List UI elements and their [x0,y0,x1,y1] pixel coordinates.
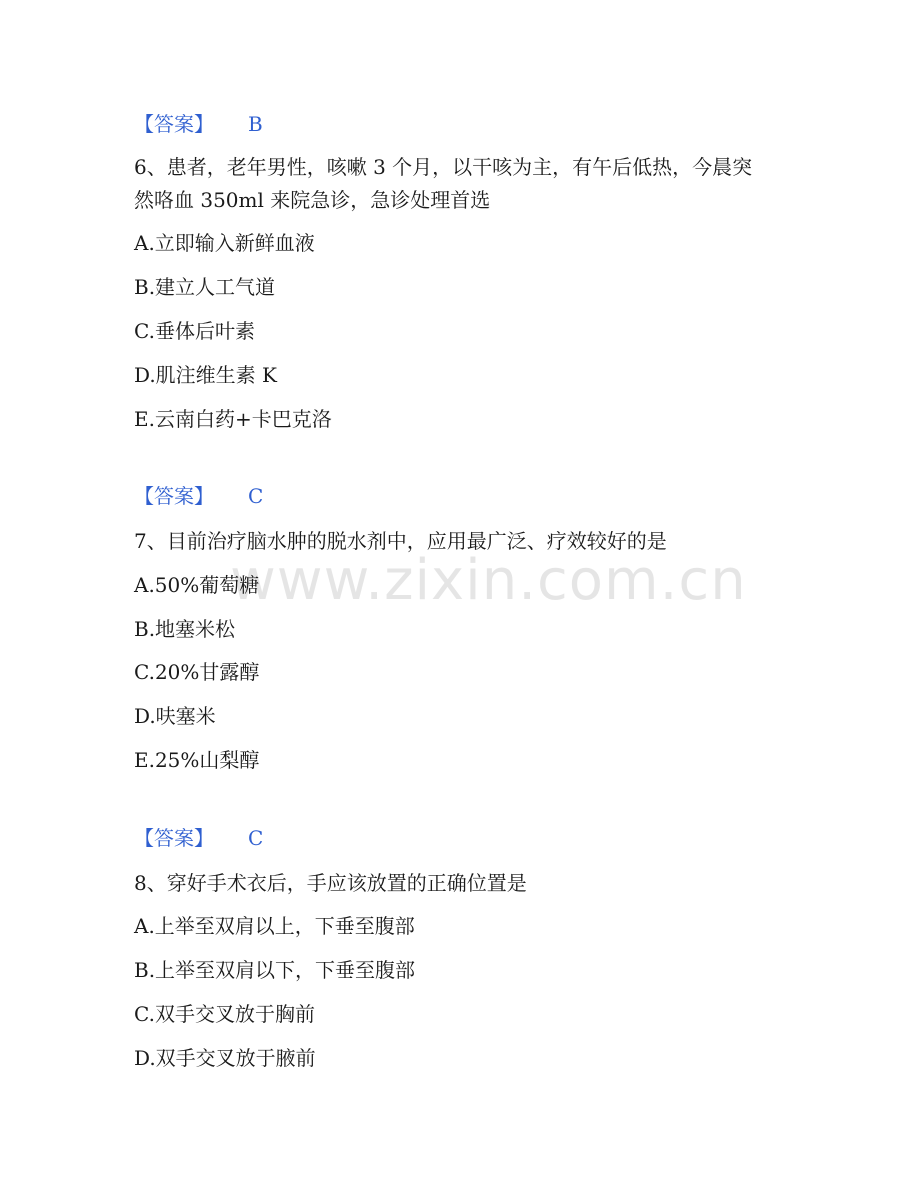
answer-label: 【答案】 [134,112,214,136]
question-7-option-a: A.50%葡萄糖 [134,573,260,597]
question-8-option-a: A.上举至双肩以上，下垂至腹部 [134,914,415,938]
answer-value: B [248,112,263,136]
answer-6 [134,483,263,509]
question-8-option-c: C.双手交叉放于胸前 [134,1002,315,1026]
question-6-option-d: D.肌注维生素 K [134,363,277,387]
answer-label: 【答案】 [134,826,214,850]
question-6-stem-line-2: 然咯血 350ml 来院急诊，急诊处理首选 [134,188,491,212]
question-7-option-c: C.20%甘露醇 [134,660,260,684]
question-7-option-b: B.地塞米松 [134,617,236,641]
question-6-option-c: C.垂体后叶素 [134,319,255,343]
question-7-option-e: E.25%山梨醇 [134,748,260,772]
question-6-stem-line-1: 6、患者，老年男性，咳嗽 3 个月，以干咳为主，有午后低热，今晨突 [134,155,753,179]
question-7-stem-line-1: 7、目前治疗脑水肿的脱水剂中，应用最广泛、疗效较好的是 [134,529,667,553]
answer-value: C [248,484,264,508]
answer-value: C [248,826,264,850]
watermark: www.zixin.com.cn [230,548,747,613]
question-6-option-a: A.立即输入新鲜血液 [134,231,315,255]
question-8-option-b: B.上举至双肩以下，下垂至腹部 [134,958,416,982]
answer-7 [134,825,263,851]
question-6-option-b: B.建立人工气道 [134,275,276,299]
answer-5 [134,111,263,137]
question-7-option-d: D.呋塞米 [134,704,216,728]
question-8-option-d: D.双手交叉放于腋前 [134,1046,316,1070]
answer-label: 【答案】 [134,484,214,508]
question-6-option-e: E.云南白药+卡巴克洛 [134,407,332,431]
question-8-stem-line-1: 8、穿好手术衣后，手应该放置的正确位置是 [134,871,527,895]
